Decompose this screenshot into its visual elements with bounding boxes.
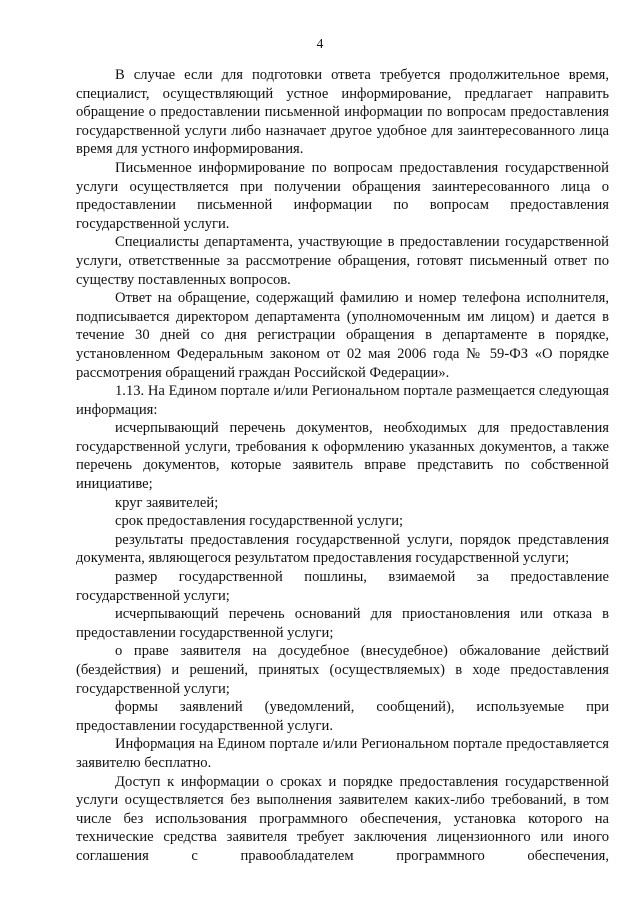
list-item-grounds: исчерпывающий перечень оснований для приостановления или отказа в предоставлении государственной услуги; [76,606,609,641]
paragraph-specialists: Специалисты департамента, участвующие в предоставлении государственной услуги, ответственные за рассмотрение обращения, готовят письменный ответ по существу поставленных вопросов. [76,234,609,288]
list-item-documents: исчерпывающий перечень документов, необходимых для предоставления государственной услуги, требования к оформлению указанных документов, а также перечень документов, которые заявитель вправе представить по собственной инициативе; [76,420,609,493]
list-item-results: результаты предоставления государственной услуги, порядок представления документа, являющегося результатом предоставления государственной услуги; [76,531,609,567]
paragraph-access: Доступ к информации о сроках и порядке предоставления государственной услуги осуществляется без выполнения заявителем каких-либо требований, в том числе без использования программного обеспечения, установка которого на технические средства заявителя требует заключения лицензионного или иного соглашения с правообладателем программного обеспечения, [76,773,609,864]
paragraph-oral-info-followup: В случае если для подготовки ответа требуется продолжительное время, специалист, осуществляющий устное информирование, предлагает направить обращение о предоставлении письменной информации по вопросам предоставления государственной услуги либо назначает другое удобное для заинтересованного лица время для устного информирования. [76,67,609,158]
list-item-fee: размер государственной пошлины, взимаемой за предоставление государственной услуги; [76,569,609,604]
list-item-forms: формы заявлений (уведомлений, сообщений), используемые при предоставлении государственной услуги. [76,699,609,734]
list-item-applicants: круг заявителей; [115,494,219,511]
page-number: 4 [316,36,324,51]
paragraph-section-1-13: 1.13. На Едином портале и/или Региональном портале размещается следующая информация: [76,383,609,418]
body-text [76,66,609,866]
paragraph-written-info: Письменное информирование по вопросам предоставления государственной услуги осуществляется при получении обращения заинтересованного лица о предоставлении письменной информации по вопросам предоставления государственной услуги. [76,159,609,232]
paragraph-free-info: Информация на Едином портале и/или Региональном портале предоставляется заявителю бесплатно. [76,736,609,771]
paragraph-response: Ответ на обращение, содержащий фамилию и номер телефона исполнителя, подписывается директором департамента (уполномоченным им лицом) и дается в течение 30 дней со дня регистрации обращения в департаменте в порядке, установленном Федеральным законом от 02 мая 2006 года № 59-ФЗ «О порядке рассмотрения обращений граждан Российской Федерации». [76,290,609,381]
list-item-appeal: о праве заявителя на досудебное (внесудебное) обжалование действий (бездействия) и решений, принятых (осуществляемых) в ходе предоставления государственной услуги; [76,643,609,697]
list-item-deadline: срок предоставления государственной услуги; [115,513,404,530]
